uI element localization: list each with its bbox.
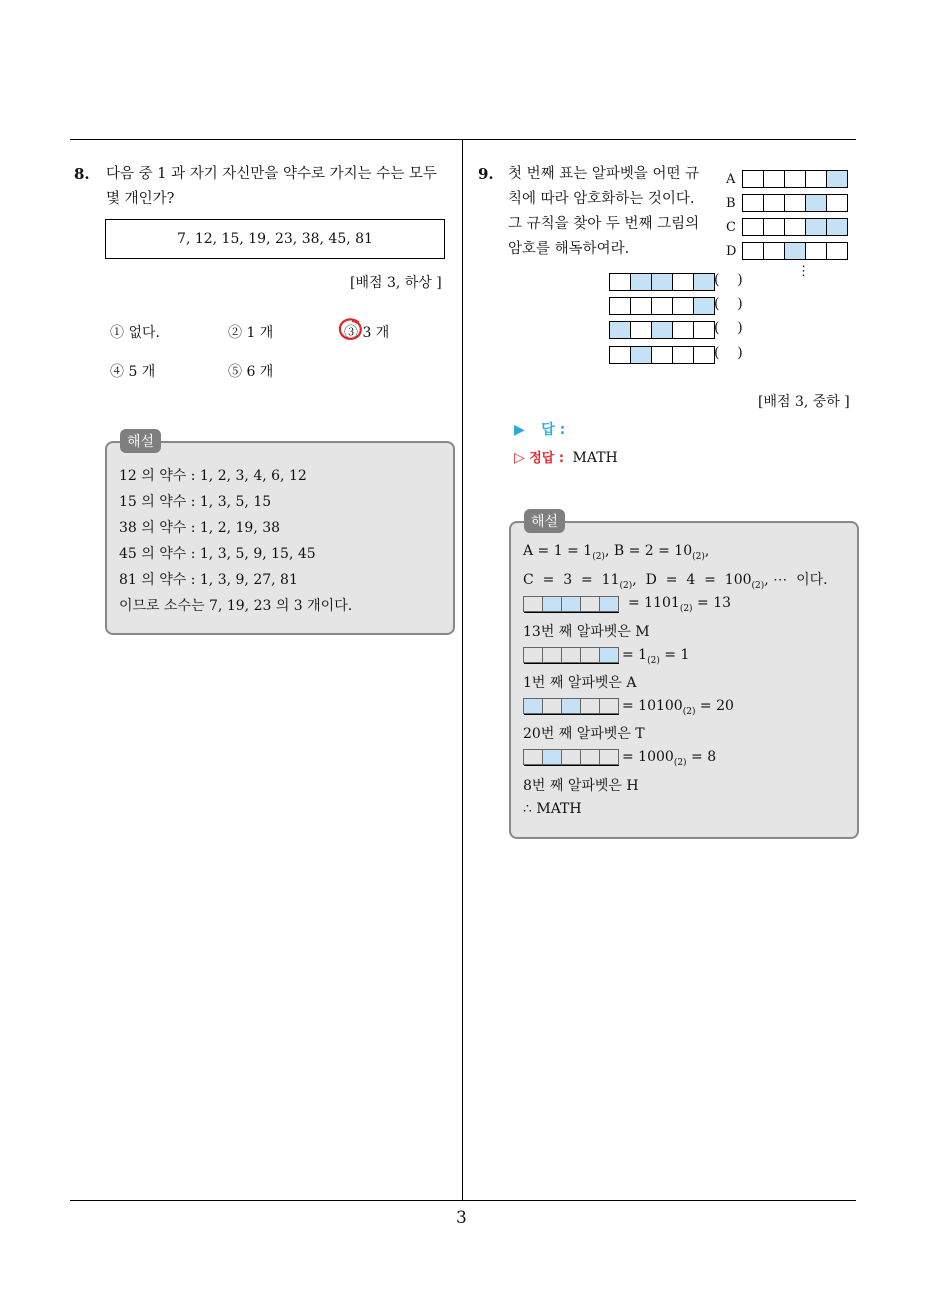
filled-cell — [651, 273, 673, 291]
empty-cell — [693, 321, 715, 339]
explain-eq-2: = $1_{(2)} = 1$ — [622, 647, 690, 666]
cipher-row-d — [743, 242, 848, 260]
empty-cell — [580, 596, 600, 612]
filled-cell — [805, 194, 827, 212]
q9-score: [배점 3, 중하 ] — [758, 394, 850, 410]
bottom-rule — [70, 1200, 856, 1201]
answer-row — [514, 419, 565, 439]
choice-4-label: 5 개 — [128, 364, 156, 380]
q8-choice-4[interactable] — [110, 361, 155, 381]
top-rule — [70, 139, 856, 140]
code-row-4 — [610, 346, 715, 364]
empty-cell — [742, 242, 764, 260]
explain-code-1 — [524, 596, 619, 613]
empty-cell — [742, 194, 764, 212]
table-letter-b: B — [726, 196, 736, 211]
empty-cell — [784, 170, 806, 188]
empty-cell — [672, 297, 694, 315]
q8-explain-line: 45 의 약수 : 1, 3, 5, 9, 15, 45 — [119, 546, 316, 562]
filled-cell — [599, 596, 619, 612]
filled-cell — [784, 242, 806, 260]
answer-paren-4[interactable]: ( ) — [714, 345, 743, 361]
code-row-1 — [610, 273, 715, 291]
empty-cell — [609, 273, 631, 291]
explain-code-2 — [524, 647, 619, 664]
explain-eq-1: = $1101_{(2)} = 13$ — [628, 595, 732, 614]
q8-explain-line: 이므로 소수는 7, 19, 23 의 3 개이다. — [119, 598, 353, 614]
empty-cell — [672, 346, 694, 364]
empty-cell — [763, 218, 785, 236]
filled-cell — [693, 297, 715, 315]
empty-cell — [580, 749, 600, 765]
explain-res-2: 1번 째 알파벳은 A — [523, 675, 637, 691]
empty-cell — [826, 242, 848, 260]
filled-cell — [826, 170, 848, 188]
empty-cell — [580, 698, 600, 714]
choice-4-mark: ④ — [110, 364, 124, 380]
explain-res-1: 13번 째 알파벳은 M — [523, 624, 650, 640]
q8-explain-line: 12 의 약수 : 1, 2, 3, 4, 6, 12 — [119, 468, 307, 484]
filled-cell — [542, 596, 562, 612]
empty-cell — [742, 170, 764, 188]
q9-number: 9. — [478, 165, 494, 183]
column-divider — [462, 139, 463, 1201]
empty-cell — [609, 346, 631, 364]
choice-5-label: 6 개 — [246, 364, 274, 380]
empty-cell — [672, 273, 694, 291]
q9-text-line1: 첫 번째 표는 알파벳을 어떤 규 — [508, 166, 700, 182]
choice-3-label: 3 개 — [362, 325, 390, 341]
correct-label: 정답 : — [529, 451, 565, 466]
q8-explain-line: 15 의 약수 : 1, 3, 5, 15 — [119, 494, 272, 510]
choice-3-mark: ③ — [344, 325, 358, 341]
empty-cell — [651, 346, 673, 364]
explain-code-4 — [524, 749, 619, 766]
empty-cell — [580, 647, 600, 663]
empty-cell — [542, 647, 562, 663]
q9-explain-tag: 해설 — [524, 509, 565, 533]
cipher-row-c — [743, 218, 848, 236]
code-row-3 — [610, 321, 715, 339]
q8-text-line1: 다음 중 1 과 자기 자신만을 약수로 가지는 수는 모두 — [106, 166, 437, 182]
correct-value: MATH — [572, 450, 618, 466]
choice-5-mark: ⑤ — [228, 364, 242, 380]
filled-cell — [630, 273, 652, 291]
answer-paren-1[interactable]: ( ) — [714, 272, 743, 288]
empty-cell — [523, 596, 543, 612]
q8-choice-2[interactable] — [228, 322, 273, 342]
q8-explain-tag: 해설 — [120, 429, 161, 453]
filled-cell — [609, 321, 631, 339]
empty-cell — [763, 242, 785, 260]
cipher-row-b — [743, 194, 848, 212]
explain-eq-4: = $1000_{(2)} = 8$ — [622, 749, 717, 768]
q9-explain-line2: $C = 3 = 11_{(2)}$, $D = 4 = 100_{(2)}$, ⋯ 이다. — [523, 572, 828, 591]
filled-cell — [599, 647, 619, 663]
filled-cell — [523, 698, 543, 714]
empty-cell — [630, 321, 652, 339]
q9-explain-line1: $A = 1 = 1_{(2)}$, $B = 2 = 10_{(2)}$, — [523, 543, 710, 562]
empty-cell — [784, 218, 806, 236]
answer-circle-mark — [336, 316, 364, 344]
q8-explain-line: 38 의 약수 : 1, 2, 19, 38 — [119, 520, 281, 536]
empty-cell — [599, 698, 619, 714]
table-letter-c: C — [726, 220, 736, 235]
empty-cell — [561, 647, 581, 663]
q8-text-line2: 몇 개인가? — [106, 191, 175, 207]
q8-explain-line: 81 의 약수 : 1, 3, 9, 27, 81 — [119, 572, 298, 588]
correct-row — [514, 447, 618, 466]
empty-cell — [561, 749, 581, 765]
q8-choice-1[interactable] — [110, 322, 160, 342]
empty-cell — [693, 346, 715, 364]
filled-cell — [630, 346, 652, 364]
filled-cell — [651, 321, 673, 339]
choice-2-label: 1 개 — [246, 325, 274, 341]
answer-paren-3[interactable]: ( ) — [714, 320, 743, 336]
filled-cell — [561, 596, 581, 612]
explain-final: ∴ MATH — [523, 801, 582, 817]
empty-cell — [542, 698, 562, 714]
q8-numbers: 7, 12, 15, 19, 23, 38, 45, 81 — [177, 231, 373, 247]
empty-cell — [742, 218, 764, 236]
filled-cell — [693, 273, 715, 291]
code-row-2 — [610, 297, 715, 315]
explain-eq-3: = $10100_{(2)} = 20$ — [622, 698, 734, 717]
empty-cell — [609, 297, 631, 315]
empty-cell — [763, 170, 785, 188]
empty-cell — [805, 170, 827, 188]
empty-cell — [784, 194, 806, 212]
q9-explanation-box — [509, 521, 859, 839]
filled-cell — [805, 218, 827, 236]
empty-cell — [523, 749, 543, 765]
choice-1-label: 없다. — [128, 325, 160, 341]
empty-cell — [523, 647, 543, 663]
empty-cell — [763, 194, 785, 212]
q9-text-line4: 암호를 해독하여라. — [508, 241, 630, 257]
q8-score: [배점 3, 하상 ] — [350, 275, 442, 291]
empty-cell — [805, 242, 827, 260]
filled-cell — [561, 698, 581, 714]
table-letter-d: D — [726, 244, 737, 259]
q8-choice-5[interactable] — [228, 361, 273, 381]
empty-cell — [826, 194, 848, 212]
filled-cell — [826, 218, 848, 236]
vertical-dots: ⋮ — [797, 264, 810, 279]
page-number: 3 — [456, 1208, 467, 1228]
q8-explanation-box — [105, 441, 455, 635]
filled-cell — [542, 749, 562, 765]
table-letter-a: A — [726, 172, 736, 187]
q8-numbers-box — [105, 219, 445, 259]
empty-cell — [651, 297, 673, 315]
explain-res-3: 20번 째 알파벳은 T — [523, 726, 645, 742]
explain-res-4: 8번 째 알파벳은 H — [523, 778, 639, 794]
empty-cell — [599, 749, 619, 765]
play-arrow-icon: ▶ — [514, 422, 525, 438]
q9-text-line3: 그 규칙을 찾아 두 번째 그림의 — [508, 216, 700, 232]
empty-cell — [630, 297, 652, 315]
choice-2-mark: ② — [228, 325, 242, 341]
empty-cell — [672, 321, 694, 339]
explain-code-3 — [524, 698, 619, 715]
q8-number: 8. — [74, 165, 90, 183]
choice-1-mark: ① — [110, 325, 124, 341]
outline-arrow-icon: ▷ — [514, 450, 525, 466]
answer-paren-2[interactable]: ( ) — [714, 296, 743, 312]
q9-text-line2: 칙에 따라 암호화하는 것이다. — [508, 191, 695, 207]
answer-label: 답 : — [541, 422, 566, 438]
cipher-row-a — [743, 170, 848, 188]
